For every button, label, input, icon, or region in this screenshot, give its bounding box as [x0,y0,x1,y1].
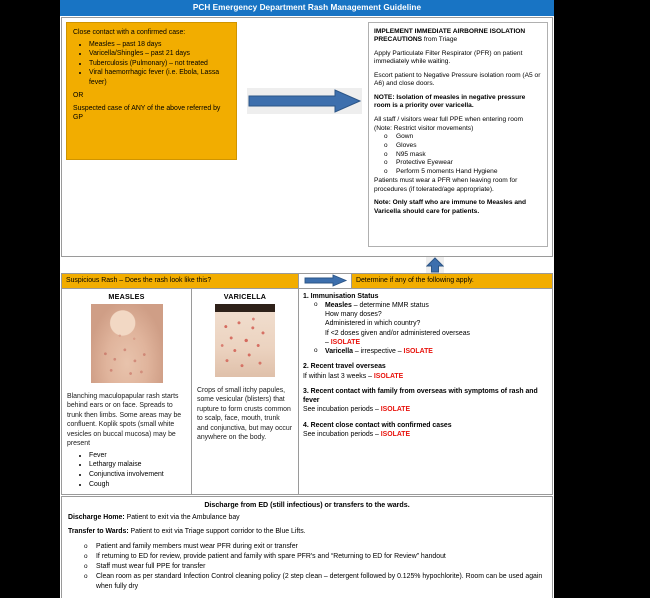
section-suspicious-rash [61,273,553,495]
measles-description: Blanching maculopapular rash starts behind ears or on face. Spreads to trunk then limbs. Some areas may be confluent. Koplik spots (small white vesicles on buccal mucosa) may be present [67,392,182,448]
list-item: • Viral haemorrhagic fever (i.e. Ebola, Lassa fever) [89,68,231,86]
discharge-bullets [68,542,546,592]
close-contact-list [73,40,231,87]
band-label-determine: Determine if any of the following apply. [356,277,474,284]
page-title: PCH Emergency Department Rash Management Guideline [60,0,554,16]
section-discharge [61,496,553,598]
list-item: o Patient and family members must wear PFR during exit or transfer [96,542,546,552]
determine-doses-isolate: – ISOLATE [325,338,361,346]
determine-item-1-varicella [313,347,548,356]
implement-note-priority: NOTE: Isolation of measles in negative pressure room is a priority over varicella. [374,93,526,110]
measles-symptoms-list [67,451,186,490]
band-label-suspicious-rash: Suspicious Rash – Does the rash look like this? [62,274,299,288]
list-item-varicella: o Varicella – irrespective – ISOLATE [325,347,548,356]
determine-country-question: Administered in which country? [325,320,421,328]
guideline-page [60,0,554,598]
list-item-measles: o Measles – determine MMR status [325,301,548,310]
determine-doses-question: How many doses? [325,311,382,318]
section-airborne-isolation [61,17,553,257]
implement-precautions-box [368,22,548,247]
determine-item-3-line: See incubation periods – ISOLATE [303,406,411,414]
measles-rash-photo [91,304,163,383]
determine-item-2-heading: 2. Recent travel overseas [303,363,386,371]
determine-item-2-line: If within last 3 weeks – ISOLATE [303,372,404,380]
determine-doses-rule: If <2 doses given and/or administered overseas [325,329,470,337]
determine-item-3-heading: 3. Recent contact with family from overseas with symptoms of rash and fever [303,387,538,404]
varicella-description: Crops of small itchy papules, some vesicular (blisters) that rupture to form crusts common to scalp, face, mouth, trunk and conjunctiva, but may occur anywhere on the body. [197,386,292,442]
rash-band [62,274,552,289]
implement-ppe-lead: All staff / visitors wear full PPE when entering room (Note: Restrict visitor movements) [374,116,524,132]
list-item: • Measles – past 18 days [89,40,231,49]
column-determine [299,289,552,494]
list-item: o Gown [396,133,542,142]
determine-item-4-line: See incubation periods – ISOLATE [303,430,411,438]
list-item: • Fever [89,451,186,461]
determine-item-1-sub [313,301,548,310]
list-item: o Gloves [396,142,542,151]
list-item: o Clean room as per standard Infection Control cleaning policy (2 step clean – detergent followed by 0.125% hypochlorite). Room can be used again when fully dry [96,572,546,592]
list-item: • Cough [89,480,186,490]
column-varicella [192,289,299,494]
varicella-rash-photo [215,304,275,377]
discharge-heading: Discharge from ED (still infectious) or transfers to the wards. [204,500,410,509]
implement-heading: IMPLEMENT IMMEDIATE AIRBORNE ISOLATION PRECAUTIONS from Triage [374,27,526,44]
list-item: o Protective Eyewear [396,159,542,168]
arrow-up-container [61,257,553,273]
transfer-wards-line: Transfer to Wards: Patient to exit via Triage support corridor to the Blue Lifts. [68,527,306,535]
list-item: o Perform 5 moments Hand Hygiene [396,168,542,177]
measles-photo-wrap [67,304,186,388]
rash-columns [62,289,552,494]
determine-item-4-heading: 4. Recent close contact with confirmed cases [303,421,452,429]
close-contact-or: OR [73,91,84,99]
list-item: • Tuberculosis (Pulmonary) – not treated [89,59,231,68]
list-item: • Lethargy malaise [89,460,186,470]
implement-p2: Escort patient to Negative Pressure isolation room (A5 or A6) and close doors. [374,71,541,88]
varicella-photo-wrap [197,304,293,382]
ppe-list [374,133,542,177]
list-item: o If returning to ED for review, provide patient and family with spare PFR's and “Returning to ED for Review” handout [96,552,546,562]
arrow-up-icon [426,257,444,273]
close-contact-lead: Close contact with a confirmed case: [73,28,186,36]
determine-item-1-heading: 1. Immunisation Status [303,292,379,300]
measles-heading: MEASLES [108,291,145,301]
list-item: o Staff must wear full PPE for transfer [96,562,546,572]
arrow-right-icon [299,274,352,288]
column-measles [62,289,192,494]
implement-p1: Apply Particulate Filter Respirator (PFR) on patient immediately while waiting. [374,49,523,66]
arrow-right-icon [247,88,362,114]
list-item: o N95 mask [396,151,542,160]
varicella-heading: VARICELLA [223,291,267,301]
discharge-home-line: Discharge Home: Patient to exit via the Ambulance bay [68,513,240,521]
list-item: • Conjunctiva involvement [89,470,186,480]
implement-p5: Patients must wear a PFR when leaving room for procedures (if tolerated/age appropriate). [374,176,518,193]
close-contact-tail: Suspected case of ANY of the above referred by GP [73,104,221,121]
implement-note-immune: Note: Only staff who are immune to Measles and Varicella should care for patients. [374,199,527,215]
close-contact-box [66,22,237,160]
list-item: • Varicella/Shingles – past 21 days [89,49,231,58]
